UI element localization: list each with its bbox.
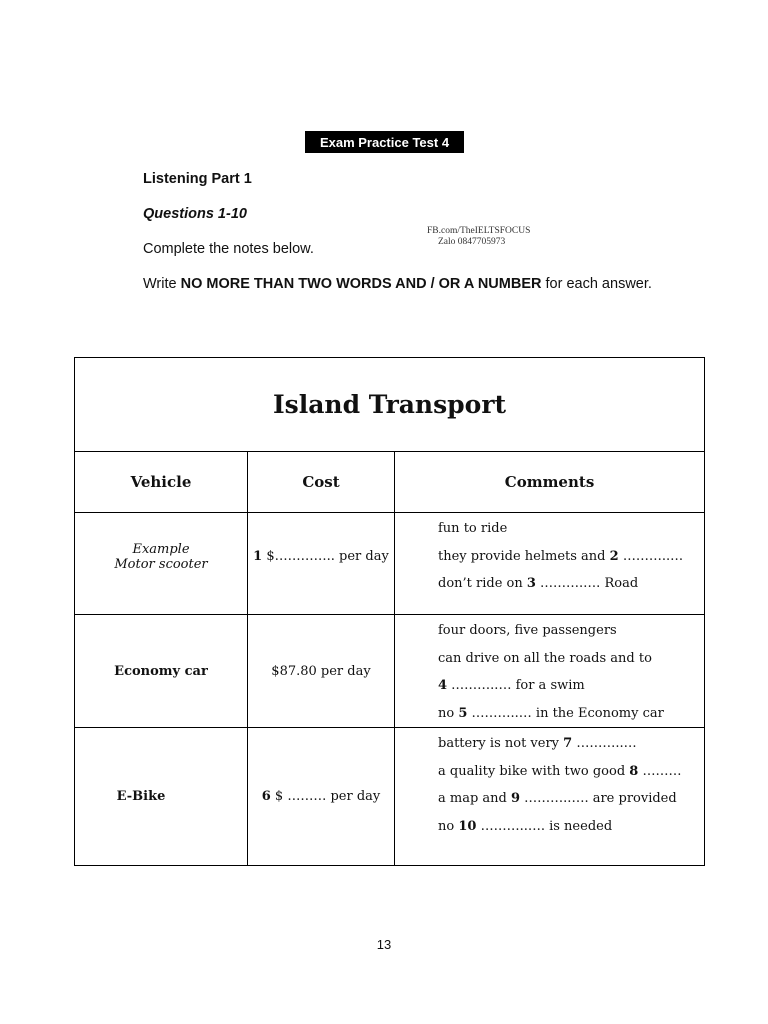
table-row	[75, 615, 705, 728]
comment-line: can drive on all the roads and to	[438, 650, 652, 666]
cost-text: $ ……… per day	[270, 789, 381, 804]
vehicle-cell	[75, 728, 248, 866]
question-number: 7	[563, 736, 573, 751]
instruction-complete-notes: Complete the notes below.	[143, 241, 314, 257]
table-title: Island Transport	[75, 358, 705, 452]
instruction-word-limit-post: for each answer.	[541, 276, 652, 292]
column-header-cost: Cost	[248, 452, 395, 513]
watermark-line-2: Zalo 0847705973	[438, 237, 506, 247]
question-number: 2	[609, 548, 619, 564]
cost-cell	[248, 728, 395, 866]
question-number: 9	[511, 791, 521, 806]
listening-part-heading: Listening Part 1	[143, 171, 252, 187]
comment-line: don’t ride on 3 ……….…. Road	[438, 576, 639, 591]
question-number: 1	[253, 549, 263, 564]
watermark	[427, 226, 530, 248]
exam-practice-badge: Exam Practice Test 4	[305, 131, 464, 153]
cost-cell	[248, 615, 395, 728]
question-number: 6	[261, 789, 271, 804]
comments-cell	[395, 615, 705, 728]
comment-line: fun to ride	[438, 521, 508, 536]
comment-line: a map and 9 ………..…. are provided	[438, 791, 677, 806]
column-header-comments: Comments	[395, 452, 705, 513]
comment-line: no 10 ………..…. is needed	[438, 818, 613, 834]
vehicle-example-label: Example	[132, 541, 190, 557]
instruction-word-limit	[143, 276, 652, 292]
question-number: 8	[629, 763, 639, 779]
vehicle-name: E-Bike	[116, 789, 166, 804]
comment-line: they provide helmets and 2 ………..…	[438, 548, 684, 564]
notes-table	[74, 357, 705, 866]
comments-cell	[395, 513, 705, 615]
table-row	[75, 513, 705, 615]
table-row	[75, 728, 705, 866]
questions-range-heading: Questions 1-10	[143, 206, 247, 222]
vehicle-name: Motor scooter	[114, 556, 208, 572]
question-number: 4	[438, 678, 448, 693]
comment-line: a quality bike with two good 8 ………	[438, 763, 682, 779]
question-number: 5	[458, 705, 468, 721]
watermark-line-1: FB.com/TheIELTSFOCUS	[427, 226, 531, 236]
question-number: 3	[526, 576, 536, 591]
vehicle-cell	[75, 513, 248, 615]
comment-line: 4 ………..… for a swim	[438, 678, 585, 693]
cost-cell	[248, 513, 395, 615]
cost-text: $87.80 per day	[271, 663, 371, 679]
page-number: 13	[376, 937, 392, 952]
vehicle-name: Economy car	[114, 663, 208, 679]
comment-line: battery is not very 7 ………..…	[438, 736, 637, 751]
comment-line: no 5 ………..… in the Economy car	[438, 705, 664, 721]
vehicle-cell	[75, 615, 248, 728]
instruction-word-limit-pre: Write	[143, 276, 181, 292]
column-header-vehicle: Vehicle	[75, 452, 248, 513]
instruction-word-limit-bold: NO MORE THAN TWO WORDS AND / OR A NUMBER	[180, 276, 542, 292]
comments-cell	[395, 728, 705, 866]
comment-line: four doors, five passengers	[438, 623, 617, 638]
question-number: 10	[458, 818, 477, 834]
cost-text: $………….. per day	[262, 549, 389, 564]
